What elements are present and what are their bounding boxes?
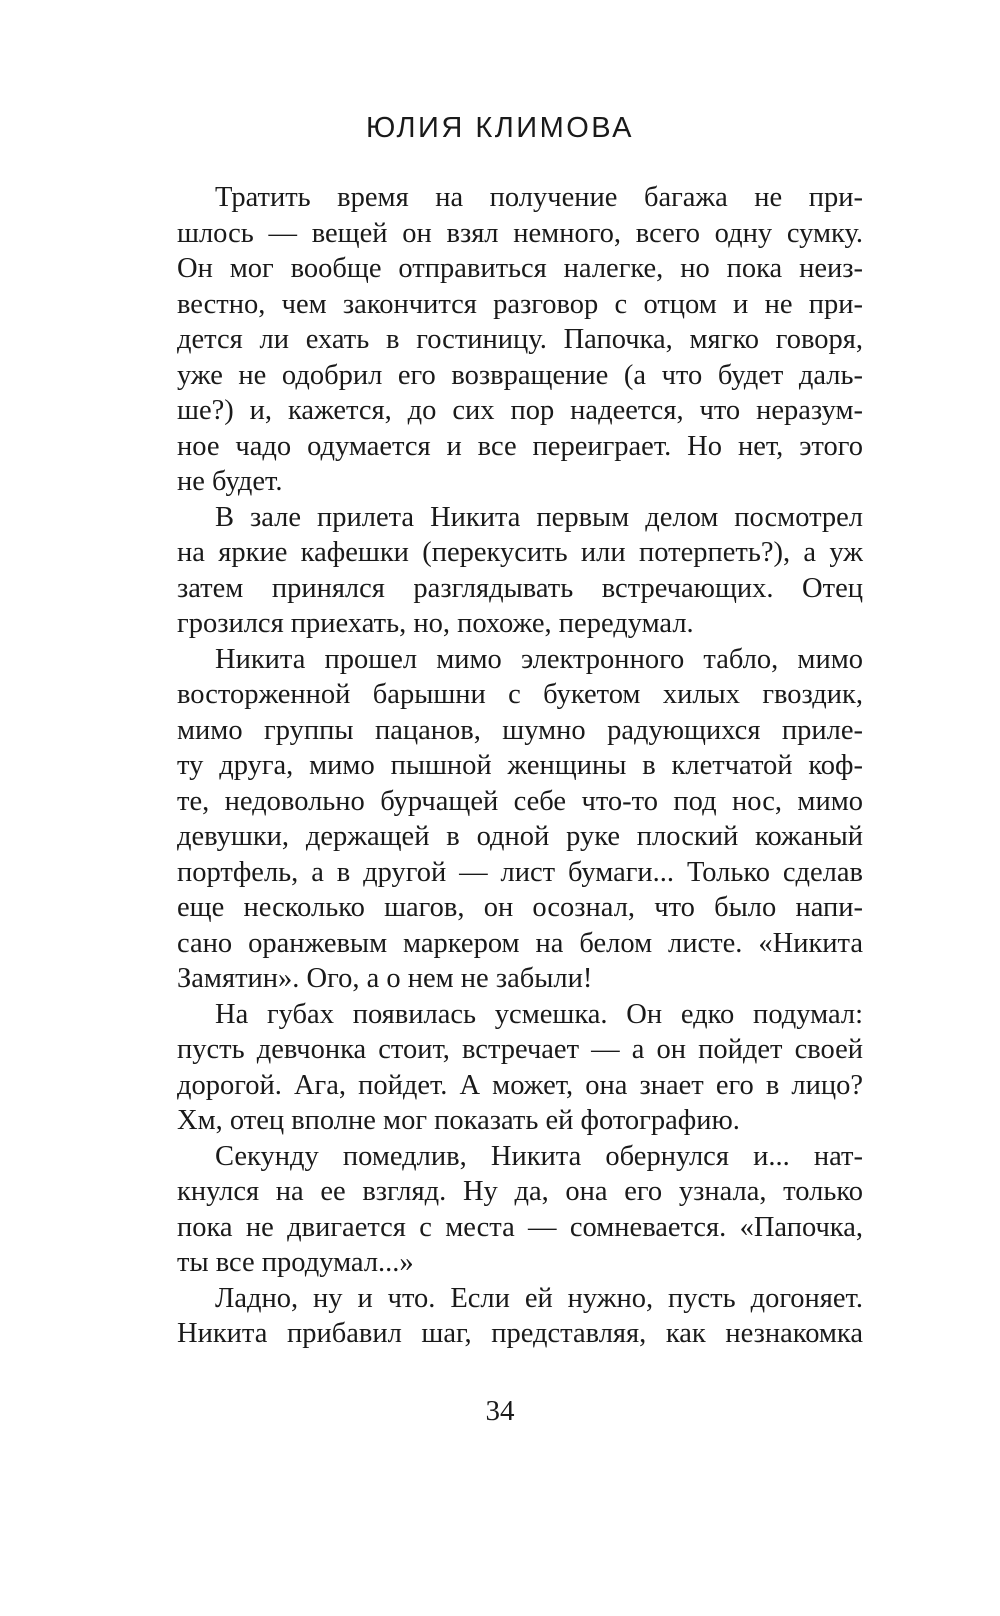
text-line: В зале прилета Никита первым делом посмотрел [215,501,863,533]
text-line: ше?) и, кажется, до сих пор надеется, что неразум- [177,395,863,426]
text-line: уже не одобрил его возвращение (а что будет даль- [177,359,863,391]
text-line: пока не двигается с места — сомневается. «Папочка, [177,1211,863,1243]
text-line: ное чадо одумается и все переиграет. Но нет, этого [177,430,863,462]
text-line: Никита прошел мимо электронного табло, мимо [215,643,863,675]
text-line: Тратить время на получение багажа не при- [215,182,863,213]
text-line: еще несколько шагов, он осознал, что было напи- [177,892,863,923]
text-line: Хм, отец вполне мог показать ей фотографию. [177,1105,740,1136]
text-line: ту друга, мимо пышной женщины в клетчатой коф- [177,750,863,781]
text-line: дорогой. Ага, пойдет. А может, она знает его в лицо? [177,1069,863,1101]
text-line: Никита прибавил шаг, представляя, как незнакомка [177,1318,863,1349]
text-line: не будет. [177,466,283,497]
text-line: грозился приехать, но, похоже, передумал. [177,608,694,639]
text-line: девушки, держащей в одной руке плоский кожаный [177,821,863,852]
page-number: 34 [485,1395,515,1427]
text-line: на яркие кафешки (перекусить или потерпеть?), а уж [177,537,863,568]
text-line: Замятин». Ого, а о нем не забыли! [177,963,593,994]
text-line: мимо группы пацанов, шумно радующихся приле- [177,714,863,746]
text-line: затем принялся разглядывать встречающих. Отец [177,572,863,604]
text-line: дется ли ехать в гостиницу. Папочка, мягко говоря, [177,324,863,355]
text-line: шлось — вещей он взял немного, всего одну сумку. [177,217,863,249]
running-head-author: ЮЛИЯ КЛИМОВА [365,112,635,144]
text-line: ты все продумал...» [177,1247,414,1278]
text-line: Ладно, ну и что. Если ей нужно, пусть догоняет. [215,1282,863,1314]
body-text [177,180,863,1352]
text-line: восторженной барышни с букетом хилых гвоздик, [177,679,863,710]
text-line: пусть девчонка стоит, встречает — а он пойдет своей [177,1034,863,1065]
text-line: сано оранжевым маркером на белом листе. «Никита [177,927,863,959]
text-line: портфель, а в другой — лист бумаги... Только сделав [177,856,863,888]
text-line: На губах появилась усмешка. Он едко подумал: [215,998,863,1030]
text-line: те, недовольно бурчащей себе что-то под нос, мимо [177,785,863,817]
text-line: вестно, чем закончится разговор с отцом и не при- [177,288,863,320]
text-line: Он мог вообще отправиться налегке, но пока неиз- [177,253,863,284]
text-line: кнулся на ее взгляд. Ну да, она его узнала, только [177,1176,863,1207]
text-line: Секунду помедлив, Никита обернулся и... нат- [215,1140,863,1172]
